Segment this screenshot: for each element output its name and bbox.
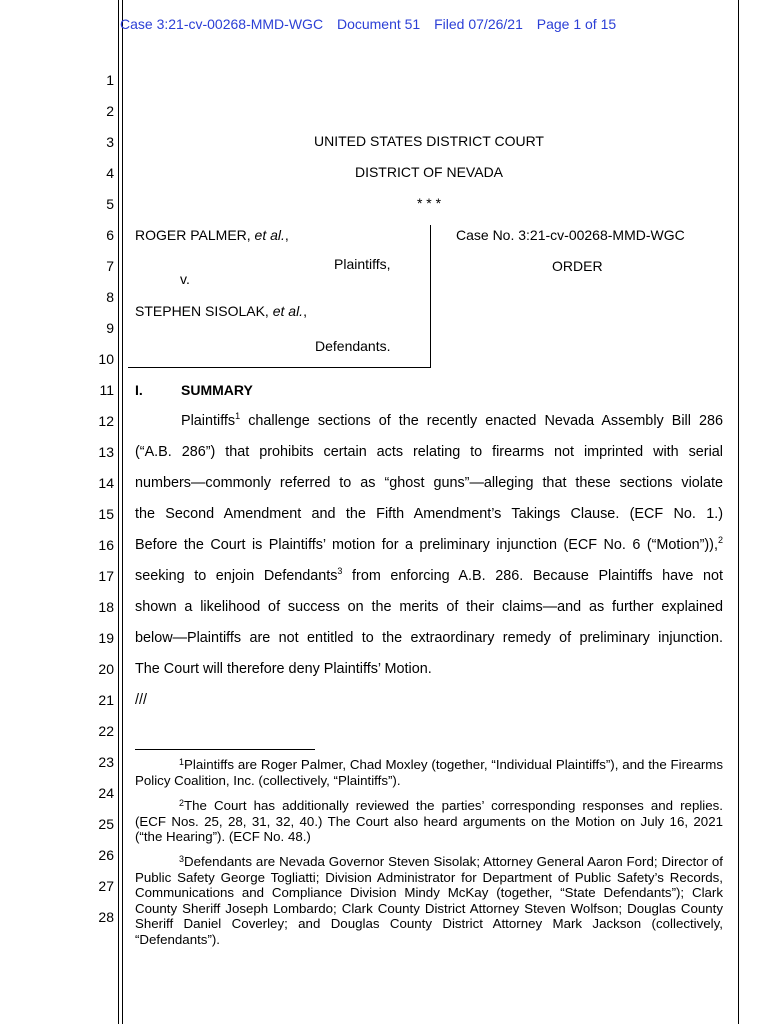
line-number: 11 xyxy=(99,382,114,398)
header-page: Page 1 of 15 xyxy=(536,16,617,32)
body-line-12 xyxy=(181,413,723,429)
line-number: 26 xyxy=(98,847,114,863)
left-margin-rule-inner xyxy=(122,0,123,1024)
section-number: I. xyxy=(135,382,143,398)
body-line-20: The Court will therefore deny Plaintiffs’ Motion. xyxy=(135,661,432,677)
line-number: 23 xyxy=(98,754,114,770)
line-number: 18 xyxy=(98,599,114,615)
footnote-3 xyxy=(135,854,723,947)
line-number: 25 xyxy=(98,816,114,832)
ecf-header xyxy=(120,16,626,32)
body-line-16 xyxy=(135,537,723,553)
footnote-ref-1: 1 xyxy=(235,411,241,421)
body-line-15: the Second Amendment and the Fifth Amendment’s Takings Clause. (ECF No. 1.) xyxy=(135,506,723,522)
line-number: 16 xyxy=(98,537,114,553)
header-case-number: Case 3:21-cv-00268-MMD-WGC xyxy=(120,16,324,32)
plaintiff-name: ROGER PALMER, xyxy=(135,227,251,243)
body-line-13: (“A.B. 286”) that prohibits certain acts relating to firearms not imprinted with serial xyxy=(135,444,723,460)
line-number: 4 xyxy=(106,165,114,181)
heading-separator: * * * xyxy=(416,195,442,211)
body-text: Before the Court is Plaintiffs’ motion for a preliminary injunction (ECF No. 6 (“Motion”)), xyxy=(135,537,718,553)
defendant-comma: , xyxy=(303,303,307,319)
header-document: Document 51 xyxy=(336,16,421,32)
footnote-text: The Court has additionally reviewed the parties’ corresponding responses and replies. (ECF Nos. 25, 28, 31, 32, 40.) The Court also heard arguments on the Motion on July 16, 2021 (“the Hearing”). (ECF No. 48.) xyxy=(135,798,723,844)
right-margin-rule xyxy=(738,0,739,1024)
line-number: 5 xyxy=(106,196,114,212)
line-number: 19 xyxy=(98,630,114,646)
plaintiff-party xyxy=(135,227,289,243)
footnote-ref-3: 3 xyxy=(337,566,343,576)
plaintiff-comma: , xyxy=(284,227,289,243)
line-number: 12 xyxy=(98,413,114,429)
case-number: Case No. 3:21-cv-00268-MMD-WGC xyxy=(456,227,685,243)
body-line-19: below—Plaintiffs are not entitled to the extraordinary remedy of preliminary injunction. xyxy=(135,630,723,646)
footnote-number: 1 xyxy=(179,757,185,767)
line-number: 14 xyxy=(98,475,114,491)
body-text: seeking to enjoin Defendants xyxy=(135,568,338,584)
line-number: 13 xyxy=(98,444,114,460)
line-number: 28 xyxy=(98,909,114,925)
versus: v. xyxy=(180,271,190,287)
body-text: challenge sections of the recently enacted Nevada Assembly Bill 286 xyxy=(240,413,723,429)
body-text: from enforcing A.B. 286. Because Plaintiffs have not xyxy=(342,568,723,584)
footnote-2 xyxy=(135,798,723,845)
line-number: 10 xyxy=(98,351,114,367)
body-line-18: shown a likelihood of success on the merits of their claims—and as further explained xyxy=(135,599,723,615)
body-text: Plaintiffs xyxy=(181,413,236,429)
footnote-separator xyxy=(135,749,315,750)
line-number: 7 xyxy=(106,258,114,274)
line-number: 27 xyxy=(98,878,114,894)
defendant-party xyxy=(135,303,307,319)
section-title: SUMMARY xyxy=(181,382,253,398)
body-line-17 xyxy=(135,568,723,584)
line-number: 20 xyxy=(98,661,114,677)
left-margin-rule-outer xyxy=(118,0,119,1024)
document-type: ORDER xyxy=(552,258,603,274)
plaintiffs-label: Plaintiffs, xyxy=(334,256,391,272)
line-number: 6 xyxy=(106,227,114,243)
footnote-ref-2: 2 xyxy=(717,535,723,545)
line-number: 17 xyxy=(98,568,114,584)
footnote-1 xyxy=(135,757,723,788)
line-number: 2 xyxy=(106,103,114,119)
line-number: 24 xyxy=(98,785,114,801)
body-line-21: /// xyxy=(135,692,147,708)
line-number: 21 xyxy=(98,692,114,708)
plaintiff-et-al: et al. xyxy=(254,227,285,243)
footnote-text: Defendants are Nevada Governor Steven Sisolak; Attorney General Aaron Ford; Director of Public Safety George Togliatti; Division Administrator for Department of Public Safety’s Records, Communications and Compliance Division Mindy McKay (together, “State Defendants”); Clark County Sheriff Joseph Lombardo; Clark County District Attorney Steven Wolfson; Douglas County Sheriff Daniel Coverley; and Douglas County District Attorney Mark Jackson (collectively, “Defendants”). xyxy=(135,854,723,947)
line-number: 1 xyxy=(106,72,114,88)
defendant-et-al: et al. xyxy=(272,303,304,319)
defendant-name: STEPHEN SISOLAK, xyxy=(135,303,269,319)
footnote-number: 2 xyxy=(179,798,185,808)
line-number: 15 xyxy=(98,506,114,522)
court-name: UNITED STATES DISTRICT COURT xyxy=(314,133,544,149)
court-district: DISTRICT OF NEVADA xyxy=(354,164,504,180)
line-number: 8 xyxy=(106,289,114,305)
footnote-number: 3 xyxy=(179,854,185,864)
body-line-14: numbers—commonly referred to as “ghost guns”—alleging that these sections violate xyxy=(135,475,723,491)
footnote-text: Plaintiffs are Roger Palmer, Chad Moxley (together, “Individual Plaintiffs”), and the Firearms Policy Coalition, Inc. (collectively, “Plaintiffs”). xyxy=(135,757,723,788)
header-filed: Filed 07/26/21 xyxy=(434,16,523,32)
line-number: 9 xyxy=(106,320,114,336)
line-number: 3 xyxy=(106,134,114,150)
line-number: 22 xyxy=(98,723,114,739)
defendants-label: Defendants. xyxy=(315,338,391,354)
